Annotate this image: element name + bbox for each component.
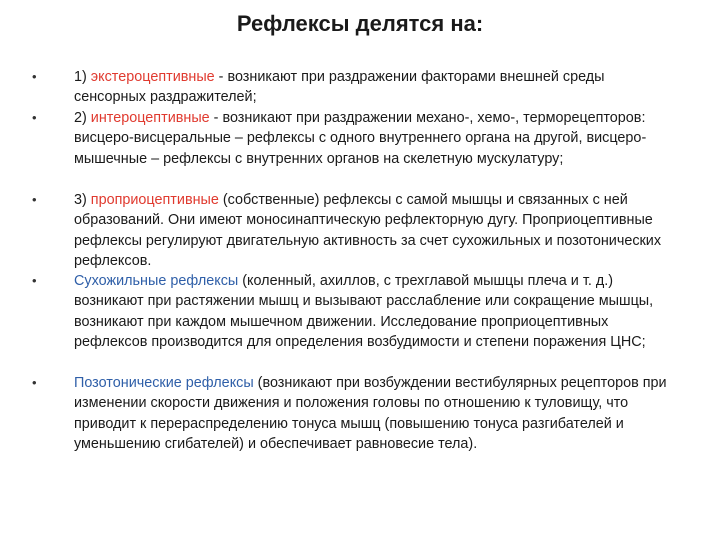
bullet-icon: •	[32, 375, 37, 390]
bullet-icon: •	[32, 69, 37, 84]
list-item-text	[74, 190, 680, 271]
item-description: - возникают при раздражении механо-, хемо-, терморецепторов: висцеро-висцеральные – рефлексы с одного внутреннего органа на другой, висцеро-мышечные – рефлексы с внутренних органов на скелетную мускулатуру;	[74, 110, 647, 167]
bullet-icon: •	[32, 110, 37, 125]
bullet-icon: •	[32, 192, 37, 207]
term-tendon-reflexes: Сухожильные рефлексы	[74, 273, 239, 289]
bullet-icon: •	[32, 273, 37, 288]
list-item-text	[74, 108, 680, 169]
term-posotonic-reflexes: Позотонические рефлексы	[74, 375, 254, 391]
list-item-text	[74, 271, 680, 352]
item-prefix: 3)	[74, 192, 91, 208]
item-description: (собственные) рефлексы с самой мышцы и связанных с ней образований. Они имеют моносинаптическую рефлекторную дугу. Проприоцептивные рефлексы регулируют двигательную активность за счет сухожильных и позотонических рефлексов.	[74, 192, 662, 269]
term-proprioceptive: проприоцептивные	[90, 192, 219, 208]
list-item-text	[74, 373, 680, 454]
item-prefix: 2)	[74, 110, 91, 126]
item-prefix: 1)	[74, 69, 91, 85]
item-description: (возникают при возбуждении вестибулярных рецепторов при изменении скорости движения и положения головы по отношению к туловищу, что приводит к перераспределению тонуса мышц (повышению тонуса разгибателей и уменьшению сгибателей) и обеспечивает равновесие тела).	[74, 375, 667, 452]
page-title: Рефлексы делятся на:	[236, 11, 484, 36]
item-description: - возникают при раздражении факторами внешней среды сенсорных раздражителей;	[74, 69, 605, 106]
list-item-text	[74, 67, 680, 108]
item-description: (коленный, ахиллов, с трехглавой мышцы плеча и т. д.) возникают при растяжении мышц и вызывают расслабление или сокращение мышцы, возникают при каждом мышечном движении. Исследование проприоцептивных рефлексов производится для определения возбудимости и степени поражения ЦНС;	[74, 273, 654, 350]
term-interoceptive: интероцептивные	[90, 110, 210, 126]
term-exteroceptive: экстероцептивные	[90, 69, 215, 85]
